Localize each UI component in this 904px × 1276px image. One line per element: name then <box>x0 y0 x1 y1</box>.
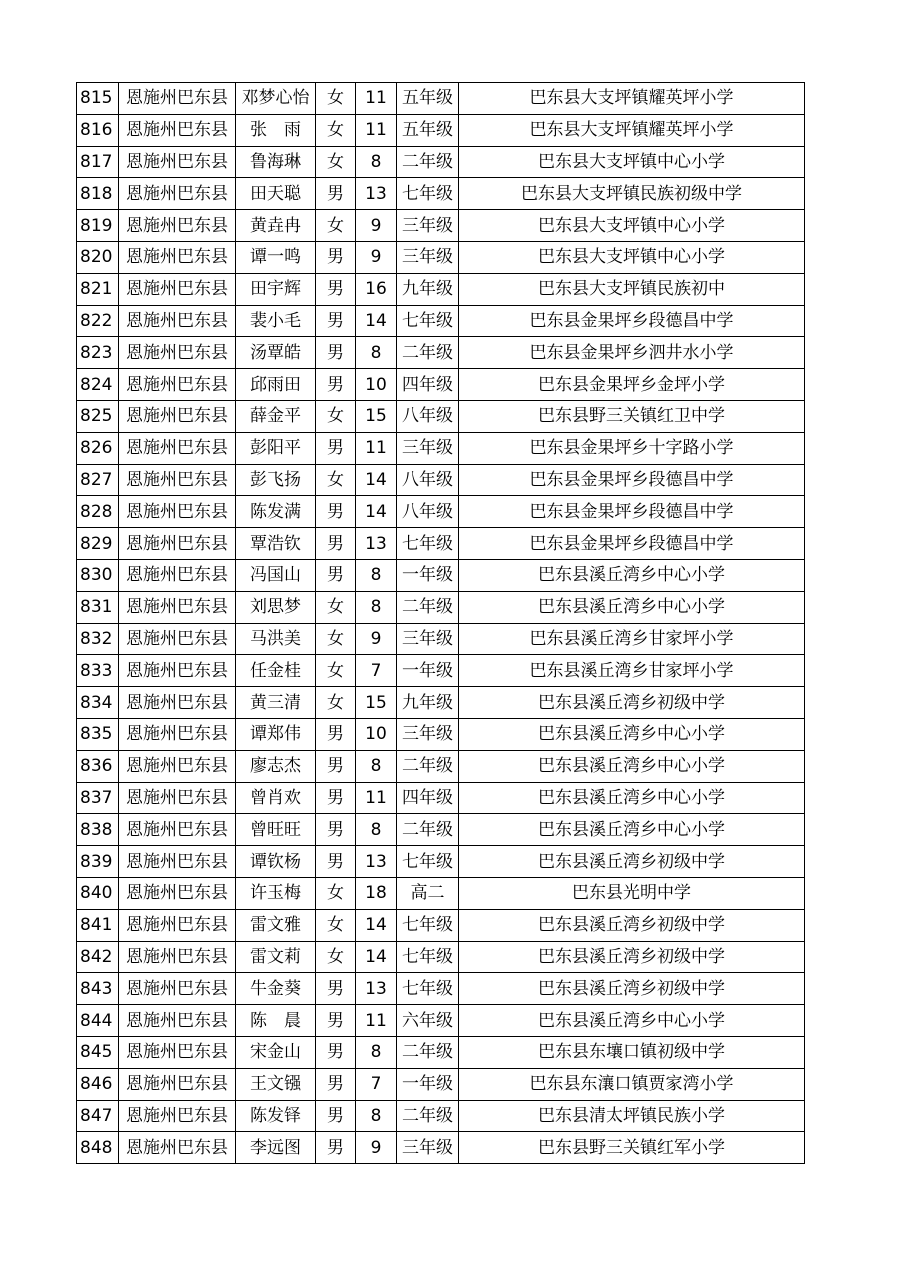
grade-cell: 四年级 <box>397 782 459 814</box>
row-number: 845 <box>77 1036 119 1068</box>
row-number: 836 <box>77 750 119 782</box>
school-cell: 巴东县金果坪乡段德昌中学 <box>459 528 805 560</box>
age-cell: 8 <box>356 559 397 591</box>
student-name: 谭郑伟 <box>236 718 316 750</box>
student-name: 田宇辉 <box>236 273 316 305</box>
grade-cell: 八年级 <box>397 496 459 528</box>
grade-cell: 三年级 <box>397 432 459 464</box>
gender-cell: 男 <box>316 178 356 210</box>
row-number: 830 <box>77 559 119 591</box>
gender-cell: 男 <box>316 528 356 560</box>
gender-cell: 女 <box>316 210 356 242</box>
student-name: 冯国山 <box>236 559 316 591</box>
row-number: 846 <box>77 1068 119 1100</box>
age-cell: 9 <box>356 623 397 655</box>
student-name: 任金桂 <box>236 655 316 687</box>
student-name: 李远图 <box>236 1132 316 1164</box>
row-number: 828 <box>77 496 119 528</box>
table-row <box>77 337 805 369</box>
region-cell: 恩施州巴东县 <box>119 1005 236 1037</box>
table-row <box>77 687 805 719</box>
school-cell: 巴东县大支坪镇中心小学 <box>459 241 805 273</box>
gender-cell: 女 <box>316 877 356 909</box>
table-row <box>77 210 805 242</box>
region-cell: 恩施州巴东县 <box>119 750 236 782</box>
region-cell: 恩施州巴东县 <box>119 1068 236 1100</box>
age-cell: 14 <box>356 909 397 941</box>
gender-cell: 男 <box>316 432 356 464</box>
region-cell: 恩施州巴东县 <box>119 1100 236 1132</box>
school-cell: 巴东县大支坪镇民族初级中学 <box>459 178 805 210</box>
school-cell: 巴东县溪丘湾乡初级中学 <box>459 973 805 1005</box>
school-cell: 巴东县光明中学 <box>459 877 805 909</box>
age-cell: 18 <box>356 877 397 909</box>
age-cell: 11 <box>356 114 397 146</box>
table-row <box>77 1036 805 1068</box>
row-number: 838 <box>77 814 119 846</box>
region-cell: 恩施州巴东县 <box>119 814 236 846</box>
gender-cell: 女 <box>316 941 356 973</box>
student-name: 陈 晨 <box>236 1005 316 1037</box>
age-cell: 13 <box>356 178 397 210</box>
table-row <box>77 432 805 464</box>
age-cell: 10 <box>356 718 397 750</box>
region-cell: 恩施州巴东县 <box>119 782 236 814</box>
region-cell: 恩施州巴东县 <box>119 655 236 687</box>
school-cell: 巴东县溪丘湾乡中心小学 <box>459 718 805 750</box>
table-row <box>77 146 805 178</box>
gender-cell: 女 <box>316 83 356 115</box>
gender-cell: 女 <box>316 687 356 719</box>
region-cell: 恩施州巴东县 <box>119 114 236 146</box>
grade-cell: 七年级 <box>397 846 459 878</box>
region-cell: 恩施州巴东县 <box>119 528 236 560</box>
school-cell: 巴东县清太坪镇民族小学 <box>459 1100 805 1132</box>
row-number: 823 <box>77 337 119 369</box>
region-cell: 恩施州巴东县 <box>119 973 236 1005</box>
student-name: 雷文莉 <box>236 941 316 973</box>
school-cell: 巴东县溪丘湾乡中心小学 <box>459 559 805 591</box>
student-name: 田天聪 <box>236 178 316 210</box>
row-number: 817 <box>77 146 119 178</box>
age-cell: 11 <box>356 782 397 814</box>
grade-cell: 七年级 <box>397 528 459 560</box>
table-row <box>77 591 805 623</box>
table-row <box>77 1005 805 1037</box>
student-name: 汤覃皓 <box>236 337 316 369</box>
school-cell: 巴东县溪丘湾乡甘家坪小学 <box>459 655 805 687</box>
gender-cell: 女 <box>316 591 356 623</box>
student-name: 覃浩钦 <box>236 528 316 560</box>
age-cell: 14 <box>356 305 397 337</box>
student-name: 邱雨田 <box>236 369 316 401</box>
region-cell: 恩施州巴东县 <box>119 941 236 973</box>
school-cell: 巴东县金果坪乡金坪小学 <box>459 369 805 401</box>
grade-cell: 七年级 <box>397 973 459 1005</box>
gender-cell: 男 <box>316 369 356 401</box>
gender-cell: 男 <box>316 1132 356 1164</box>
student-name: 曾旺旺 <box>236 814 316 846</box>
row-number: 827 <box>77 464 119 496</box>
region-cell: 恩施州巴东县 <box>119 178 236 210</box>
row-number: 839 <box>77 846 119 878</box>
student-name: 王文镪 <box>236 1068 316 1100</box>
student-name: 谭钦杨 <box>236 846 316 878</box>
grade-cell: 一年级 <box>397 559 459 591</box>
grade-cell: 七年级 <box>397 178 459 210</box>
row-number: 837 <box>77 782 119 814</box>
region-cell: 恩施州巴东县 <box>119 464 236 496</box>
student-name: 陈发满 <box>236 496 316 528</box>
region-cell: 恩施州巴东县 <box>119 623 236 655</box>
grade-cell: 二年级 <box>397 337 459 369</box>
school-cell: 巴东县溪丘湾乡中心小学 <box>459 814 805 846</box>
row-number: 835 <box>77 718 119 750</box>
gender-cell: 男 <box>316 782 356 814</box>
gender-cell: 男 <box>316 559 356 591</box>
grade-cell: 六年级 <box>397 1005 459 1037</box>
school-cell: 巴东县大支坪镇中心小学 <box>459 146 805 178</box>
school-cell: 巴东县东瀼口镇贾家湾小学 <box>459 1068 805 1100</box>
region-cell: 恩施州巴东县 <box>119 432 236 464</box>
region-cell: 恩施州巴东县 <box>119 369 236 401</box>
student-name: 谭一鸣 <box>236 241 316 273</box>
school-cell: 巴东县野三关镇红卫中学 <box>459 400 805 432</box>
gender-cell: 男 <box>316 337 356 369</box>
table-row <box>77 273 805 305</box>
table-row <box>77 1068 805 1100</box>
table-row <box>77 718 805 750</box>
gender-cell: 女 <box>316 114 356 146</box>
gender-cell: 男 <box>316 1100 356 1132</box>
gender-cell: 女 <box>316 464 356 496</box>
student-name: 马洪美 <box>236 623 316 655</box>
age-cell: 15 <box>356 400 397 432</box>
table-row <box>77 1100 805 1132</box>
student-name: 张 雨 <box>236 114 316 146</box>
age-cell: 8 <box>356 1100 397 1132</box>
region-cell: 恩施州巴东县 <box>119 846 236 878</box>
table-row <box>77 400 805 432</box>
row-number: 841 <box>77 909 119 941</box>
table-row <box>77 114 805 146</box>
table-row <box>77 496 805 528</box>
grade-cell: 九年级 <box>397 687 459 719</box>
row-number: 820 <box>77 241 119 273</box>
grade-cell: 二年级 <box>397 146 459 178</box>
school-cell: 巴东县溪丘湾乡初级中学 <box>459 909 805 941</box>
region-cell: 恩施州巴东县 <box>119 718 236 750</box>
grade-cell: 三年级 <box>397 1132 459 1164</box>
table-row <box>77 750 805 782</box>
gender-cell: 男 <box>316 1068 356 1100</box>
age-cell: 8 <box>356 1036 397 1068</box>
row-number: 825 <box>77 400 119 432</box>
school-cell: 巴东县溪丘湾乡中心小学 <box>459 782 805 814</box>
table-row <box>77 941 805 973</box>
table-row <box>77 877 805 909</box>
student-name: 彭飞扬 <box>236 464 316 496</box>
school-cell: 巴东县溪丘湾乡中心小学 <box>459 1005 805 1037</box>
school-cell: 巴东县溪丘湾乡初级中学 <box>459 687 805 719</box>
table-row <box>77 464 805 496</box>
age-cell: 14 <box>356 941 397 973</box>
table-row <box>77 528 805 560</box>
table-row <box>77 369 805 401</box>
region-cell: 恩施州巴东县 <box>119 909 236 941</box>
grade-cell: 九年级 <box>397 273 459 305</box>
gender-cell: 女 <box>316 909 356 941</box>
gender-cell: 男 <box>316 973 356 1005</box>
school-cell: 巴东县大支坪镇耀英坪小学 <box>459 83 805 115</box>
student-name: 黄三清 <box>236 687 316 719</box>
grade-cell: 二年级 <box>397 1036 459 1068</box>
row-number: 847 <box>77 1100 119 1132</box>
table-row <box>77 1132 805 1164</box>
grade-cell: 五年级 <box>397 83 459 115</box>
gender-cell: 男 <box>316 1036 356 1068</box>
gender-cell: 女 <box>316 623 356 655</box>
student-name: 彭阳平 <box>236 432 316 464</box>
student-name: 邓梦心怡 <box>236 83 316 115</box>
row-number: 834 <box>77 687 119 719</box>
student-name: 刘思梦 <box>236 591 316 623</box>
age-cell: 7 <box>356 655 397 687</box>
region-cell: 恩施州巴东县 <box>119 591 236 623</box>
region-cell: 恩施州巴东县 <box>119 273 236 305</box>
gender-cell: 男 <box>316 846 356 878</box>
school-cell: 巴东县金果坪乡段德昌中学 <box>459 305 805 337</box>
row-number: 842 <box>77 941 119 973</box>
gender-cell: 男 <box>316 241 356 273</box>
student-table <box>76 82 805 1164</box>
region-cell: 恩施州巴东县 <box>119 1132 236 1164</box>
region-cell: 恩施州巴东县 <box>119 305 236 337</box>
student-name: 许玉梅 <box>236 877 316 909</box>
gender-cell: 女 <box>316 655 356 687</box>
school-cell: 巴东县金果坪乡泗井水小学 <box>459 337 805 369</box>
grade-cell: 三年级 <box>397 241 459 273</box>
row-number: 829 <box>77 528 119 560</box>
school-cell: 巴东县溪丘湾乡中心小学 <box>459 591 805 623</box>
age-cell: 8 <box>356 337 397 369</box>
age-cell: 10 <box>356 369 397 401</box>
age-cell: 9 <box>356 1132 397 1164</box>
row-number: 826 <box>77 432 119 464</box>
region-cell: 恩施州巴东县 <box>119 559 236 591</box>
row-number: 818 <box>77 178 119 210</box>
table-row <box>77 305 805 337</box>
table-row <box>77 83 805 115</box>
grade-cell: 四年级 <box>397 369 459 401</box>
table-row <box>77 178 805 210</box>
grade-cell: 一年级 <box>397 1068 459 1100</box>
table-row <box>77 973 805 1005</box>
gender-cell: 女 <box>316 146 356 178</box>
grade-cell: 三年级 <box>397 623 459 655</box>
school-cell: 巴东县金果坪乡段德昌中学 <box>459 464 805 496</box>
student-name: 曾肖欢 <box>236 782 316 814</box>
row-number: 832 <box>77 623 119 655</box>
student-name: 陈发铎 <box>236 1100 316 1132</box>
region-cell: 恩施州巴东县 <box>119 1036 236 1068</box>
grade-cell: 七年级 <box>397 305 459 337</box>
gender-cell: 男 <box>316 305 356 337</box>
age-cell: 8 <box>356 750 397 782</box>
age-cell: 9 <box>356 241 397 273</box>
age-cell: 14 <box>356 464 397 496</box>
grade-cell: 一年级 <box>397 655 459 687</box>
row-number: 815 <box>77 83 119 115</box>
gender-cell: 男 <box>316 750 356 782</box>
grade-cell: 高二 <box>397 877 459 909</box>
school-cell: 巴东县金果坪乡段德昌中学 <box>459 496 805 528</box>
row-number: 833 <box>77 655 119 687</box>
region-cell: 恩施州巴东县 <box>119 400 236 432</box>
student-name: 宋金山 <box>236 1036 316 1068</box>
grade-cell: 三年级 <box>397 210 459 242</box>
table-row <box>77 782 805 814</box>
age-cell: 8 <box>356 146 397 178</box>
age-cell: 16 <box>356 273 397 305</box>
region-cell: 恩施州巴东县 <box>119 687 236 719</box>
school-cell: 巴东县东壤口镇初级中学 <box>459 1036 805 1068</box>
gender-cell: 男 <box>316 814 356 846</box>
student-name: 廖志杰 <box>236 750 316 782</box>
age-cell: 8 <box>356 591 397 623</box>
school-cell: 巴东县溪丘湾乡初级中学 <box>459 941 805 973</box>
school-cell: 巴东县大支坪镇中心小学 <box>459 210 805 242</box>
grade-cell: 八年级 <box>397 464 459 496</box>
student-name: 牛金葵 <box>236 973 316 1005</box>
school-cell: 巴东县金果坪乡十字路小学 <box>459 432 805 464</box>
grade-cell: 七年级 <box>397 941 459 973</box>
row-number: 824 <box>77 369 119 401</box>
table-row <box>77 559 805 591</box>
table-row <box>77 909 805 941</box>
student-name: 雷文雅 <box>236 909 316 941</box>
age-cell: 11 <box>356 83 397 115</box>
age-cell: 11 <box>356 1005 397 1037</box>
grade-cell: 二年级 <box>397 591 459 623</box>
region-cell: 恩施州巴东县 <box>119 210 236 242</box>
region-cell: 恩施州巴东县 <box>119 877 236 909</box>
gender-cell: 男 <box>316 1005 356 1037</box>
table-row <box>77 655 805 687</box>
region-cell: 恩施州巴东县 <box>119 146 236 178</box>
school-cell: 巴东县溪丘湾乡初级中学 <box>459 846 805 878</box>
table-row <box>77 846 805 878</box>
student-name: 薛金平 <box>236 400 316 432</box>
grade-cell: 八年级 <box>397 400 459 432</box>
region-cell: 恩施州巴东县 <box>119 337 236 369</box>
age-cell: 9 <box>356 210 397 242</box>
age-cell: 8 <box>356 814 397 846</box>
grade-cell: 二年级 <box>397 814 459 846</box>
gender-cell: 男 <box>316 273 356 305</box>
age-cell: 13 <box>356 528 397 560</box>
grade-cell: 五年级 <box>397 114 459 146</box>
grade-cell: 二年级 <box>397 750 459 782</box>
region-cell: 恩施州巴东县 <box>119 83 236 115</box>
table-row <box>77 241 805 273</box>
school-cell: 巴东县大支坪镇民族初中 <box>459 273 805 305</box>
grade-cell: 七年级 <box>397 909 459 941</box>
student-name: 鲁海琳 <box>236 146 316 178</box>
row-number: 848 <box>77 1132 119 1164</box>
table-row <box>77 814 805 846</box>
age-cell: 13 <box>356 846 397 878</box>
row-number: 844 <box>77 1005 119 1037</box>
row-number: 840 <box>77 877 119 909</box>
row-number: 821 <box>77 273 119 305</box>
school-cell: 巴东县溪丘湾乡中心小学 <box>459 750 805 782</box>
age-cell: 15 <box>356 687 397 719</box>
age-cell: 13 <box>356 973 397 1005</box>
school-cell: 巴东县溪丘湾乡甘家坪小学 <box>459 623 805 655</box>
row-number: 816 <box>77 114 119 146</box>
age-cell: 7 <box>356 1068 397 1100</box>
school-cell: 巴东县野三关镇红军小学 <box>459 1132 805 1164</box>
table-row <box>77 623 805 655</box>
row-number: 819 <box>77 210 119 242</box>
region-cell: 恩施州巴东县 <box>119 241 236 273</box>
gender-cell: 男 <box>316 718 356 750</box>
gender-cell: 男 <box>316 496 356 528</box>
grade-cell: 二年级 <box>397 1100 459 1132</box>
grade-cell: 三年级 <box>397 718 459 750</box>
row-number: 843 <box>77 973 119 1005</box>
age-cell: 14 <box>356 496 397 528</box>
age-cell: 11 <box>356 432 397 464</box>
gender-cell: 女 <box>316 400 356 432</box>
region-cell: 恩施州巴东县 <box>119 496 236 528</box>
student-name: 黄垚冉 <box>236 210 316 242</box>
row-number: 831 <box>77 591 119 623</box>
row-number: 822 <box>77 305 119 337</box>
student-name: 裴小毛 <box>236 305 316 337</box>
school-cell: 巴东县大支坪镇耀英坪小学 <box>459 114 805 146</box>
